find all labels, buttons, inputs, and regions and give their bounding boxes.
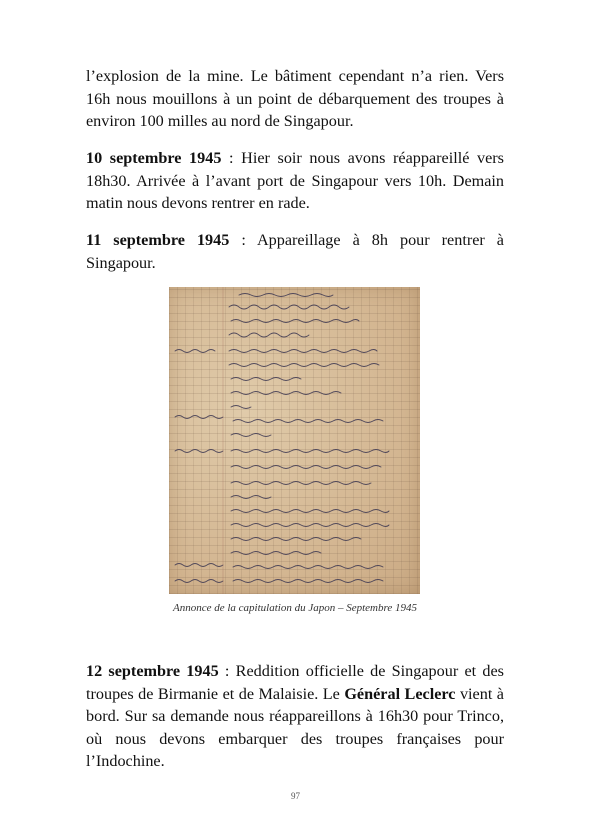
paragraph-10-september xyxy=(86,147,504,215)
paragraph-text: : Reddition officielle de Singapour et des troupes de Birmanie et de Malaisie. Le xyxy=(86,662,504,703)
page-number: 97 xyxy=(291,791,300,801)
paragraph-12-september xyxy=(86,660,504,773)
entry-date: 12 septembre 1945 xyxy=(86,662,219,680)
entry-date: 11 septembre 1945 xyxy=(86,231,230,249)
paragraph-mine-explosion xyxy=(86,65,504,133)
entry-date: 10 septembre 1945 xyxy=(86,149,222,167)
handwriting-scribbles xyxy=(169,287,420,594)
general-leclerc-name: Général Leclerc xyxy=(344,684,456,703)
figure-caption: Annonce de la capitulation du Japon – Septembre 1945 xyxy=(173,602,417,614)
handwritten-logbook-photo xyxy=(169,287,420,594)
paragraph-11-september xyxy=(86,229,504,274)
paragraph-text: : Appareillage à 8h pour rentrer à Singapour. xyxy=(86,231,504,272)
paragraph-text: l’explosion de la mine. Le bâtiment cependant n’a rien. Vers 16h nous mouillons à un point de débarquement des troupes à environ 100 milles au nord de Singapour. xyxy=(86,67,504,130)
paragraph-text: vient à bord. Sur sa demande nous réappareillons à 16h30 pour Trinco, où nous devons embarquer des troupes françaises pour l’Indochine. xyxy=(86,684,504,770)
paragraph-text: : Hier soir nous avons réappareillé vers 18h30. Arrivée à l’avant port de Singapour vers 10h. Demain matin nous devons rentrer en rade. xyxy=(86,149,504,212)
